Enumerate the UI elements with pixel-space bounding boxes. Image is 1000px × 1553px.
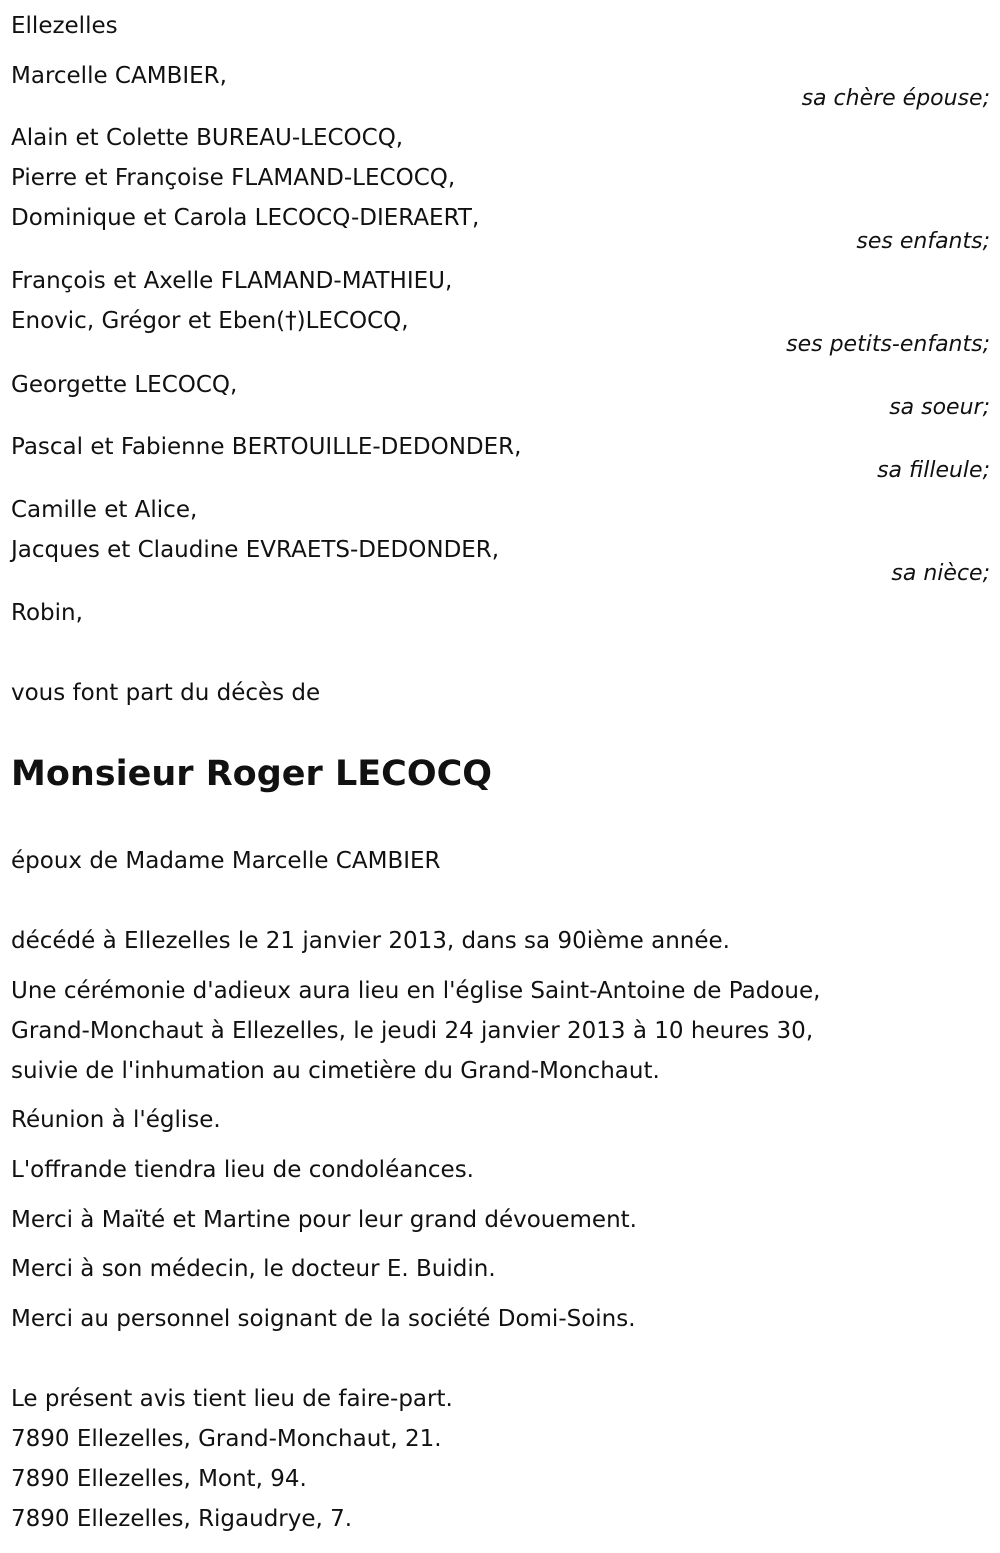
family-name: Jacques et Claudine EVRAETS-DEDONDER, [11,537,500,563]
spouse-line: époux de Madame Marcelle CAMBIER [11,848,441,874]
family-name: François et Axelle FLAMAND-MATHIEU, [11,268,453,294]
detail-line: Merci à Maïté et Martine pour leur grand dévouement. [11,1207,637,1233]
detail-line: Réunion à l'église. [11,1107,221,1133]
family-name: Georgette LECOCQ, [11,372,238,398]
relation-label: ses petits-enfants; [786,332,990,357]
detail-line: L'offrande tiendra lieu de condoléances. [11,1157,474,1183]
family-name: Dominique et Carola LECOCQ-DIERAERT, [11,205,480,231]
detail-line: Grand-Monchaut à Ellezelles, le jeudi 24 janvier 2013 à 10 heures 30, [11,1018,814,1044]
detail-line: suivie de l'inhumation au cimetière du Grand-Monchaut. [11,1058,660,1084]
family-name: Robin, [11,600,83,626]
detail-line: décédé à Ellezelles le 21 janvier 2013, dans sa 90ième année. [11,928,730,954]
announcement-text: vous font part du décès de [11,680,321,706]
relation-label: sa nièce; [891,561,990,586]
detail-line: Merci au personnel soignant de la société Domi-Soins. [11,1306,636,1332]
detail-line: Merci à son médecin, le docteur E. Buidin. [11,1256,496,1282]
family-name: Pierre et Françoise FLAMAND-LECOCQ, [11,165,456,191]
address-line: 7890 Ellezelles, Rigaudrye, 7. [11,1506,353,1532]
address-line: 7890 Ellezelles, Grand-Monchaut, 21. [11,1426,442,1452]
family-name: Camille et Alice, [11,497,198,523]
relation-label: sa soeur; [889,395,990,420]
deceased-name: Monsieur Roger LECOCQ [11,754,493,794]
family-name: Alain et Colette BUREAU-LECOCQ, [11,125,404,151]
location-header: Ellezelles [11,13,118,39]
family-name: Enovic, Grégor et Eben(†)LECOCQ, [11,308,409,334]
relation-label: sa filleule; [877,458,990,483]
family-name: Pascal et Fabienne BERTOUILLE-DEDONDER, [11,434,522,460]
family-name: Marcelle CAMBIER, [11,63,227,89]
detail-line: Une cérémonie d'adieux aura lieu en l'église Saint-Antoine de Padoue, [11,978,821,1004]
address-line: 7890 Ellezelles, Mont, 94. [11,1466,307,1492]
relation-label: sa chère épouse; [801,86,990,111]
footer-line: Le présent avis tient lieu de faire-part. [11,1386,453,1412]
relation-label: ses enfants; [856,229,990,254]
